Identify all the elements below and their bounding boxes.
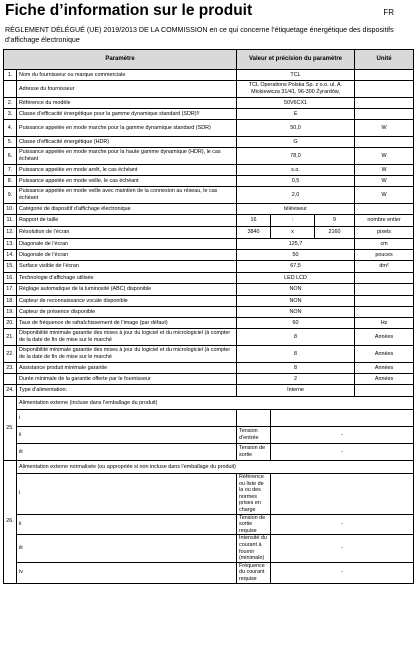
- row-number: 12.: [4, 227, 17, 239]
- parameter-value: 78,0: [237, 148, 355, 165]
- row-number: 21.: [4, 329, 17, 346]
- row-number: 25.: [4, 397, 17, 461]
- parameter-label: Adresse du fournisseur: [17, 81, 237, 98]
- row-number: 7.: [4, 165, 17, 176]
- parameter-unit: W: [355, 165, 414, 176]
- table-row: [4, 98, 414, 109]
- parameter-label: Rapport de taille: [17, 215, 237, 227]
- parameter-unit: W: [355, 148, 414, 165]
- parameters-table: [3, 49, 414, 584]
- table-row: [4, 261, 414, 273]
- row-number: 19.: [4, 307, 17, 318]
- table-row: [4, 227, 414, 239]
- parameter-value: s.o.: [237, 165, 355, 176]
- parameter-unit: [355, 296, 414, 307]
- section-title: Alimentation externe (incluse dans l’emballage du produit): [17, 397, 414, 410]
- table-row: [4, 374, 414, 385]
- sub-row-label: Intensité du courant à fournir (minimale): [237, 535, 271, 562]
- sub-row-index: i: [17, 410, 237, 427]
- parameter-unit: [355, 98, 414, 109]
- language-code: FR: [383, 8, 394, 17]
- row-number: 17.: [4, 284, 17, 296]
- parameter-value: TCL: [237, 70, 355, 81]
- row-number: 3.: [4, 109, 17, 120]
- parameter-value: 50,0: [237, 120, 355, 137]
- parameter-label: Classe d’efficacité énergétique (HDR): [17, 137, 237, 148]
- table-row: [4, 176, 414, 187]
- parameter-unit: [355, 273, 414, 284]
- parameter-unit: Années: [355, 329, 414, 346]
- table-header-row: [4, 50, 414, 70]
- parameter-label: Disponibilité minimale garantie des mises à jour du logiciel et du micrologiciel (à compter de la date de fin de mise sur le marché: [17, 329, 237, 346]
- row-number: 14.: [4, 250, 17, 261]
- parameter-label: Diagonale de l’écran: [17, 250, 237, 261]
- parameter-label: Diagonale de l’écran: [17, 239, 237, 250]
- value-part-1: 16: [237, 215, 271, 227]
- row-number: 22.: [4, 346, 17, 363]
- table-row: [4, 284, 414, 296]
- value-part-2: 2160: [315, 227, 355, 239]
- parameter-value: Interne: [237, 385, 355, 397]
- table-row: [4, 385, 414, 397]
- parameter-value: 8: [237, 363, 355, 374]
- sub-row-label: Tension de sortie requise: [237, 514, 271, 535]
- parameter-label: Puissance appelée en mode veille, le cas échéant: [17, 176, 237, 187]
- sub-row-value: [271, 474, 414, 515]
- sub-row-index: iv: [17, 562, 237, 583]
- value-part-1: 3840: [237, 227, 271, 239]
- parameter-label: Catégorie de dispositif d’affichage électronique: [17, 204, 237, 215]
- sub-row-label: Référence ou liste de la ou des normes prises en charge: [237, 474, 271, 515]
- parameter-value: 2,0: [237, 187, 355, 204]
- table-row: [4, 187, 414, 204]
- sub-row-index: ii: [17, 427, 237, 444]
- parameter-unit: Années: [355, 363, 414, 374]
- parameter-value: 50: [237, 250, 355, 261]
- row-number: 24.: [4, 385, 17, 397]
- row-number: 20.: [4, 318, 17, 329]
- header-unit: Unité: [355, 50, 414, 70]
- parameter-unit: [355, 204, 414, 215]
- parameter-value: 67,5: [237, 261, 355, 273]
- row-number: 15.: [4, 261, 17, 273]
- parameter-label: Capteur de reconnaissance vocale disponible: [17, 296, 237, 307]
- sub-row: [4, 535, 414, 562]
- row-number: 8.: [4, 176, 17, 187]
- parameter-label: Assistance produit minimale garantie: [17, 363, 237, 374]
- parameter-value: 2: [237, 374, 355, 385]
- table-row: [4, 318, 414, 329]
- parameter-value: 0,5: [237, 176, 355, 187]
- parameter-label: Durée minimale de la garantie offerte par le fournisseur: [17, 374, 237, 385]
- parameter-value: TCL Operations Polska Sp. z o.o. ul. A. Mickiewicza 31/41, 96-300 Żyrardów,: [237, 81, 355, 98]
- parameter-value: 125,7: [237, 239, 355, 250]
- row-number: 18.: [4, 296, 17, 307]
- parameter-unit: pixels: [355, 227, 414, 239]
- row-number: 5.: [4, 137, 17, 148]
- row-number: [4, 374, 17, 385]
- parameter-unit: [355, 70, 414, 81]
- table-row: [4, 250, 414, 261]
- parameter-label: Référence du modèle: [17, 98, 237, 109]
- sub-row-label: [237, 410, 271, 427]
- sub-row: [4, 410, 414, 427]
- parameter-label: Surface visible de l’écran: [17, 261, 237, 273]
- row-number: 2.: [4, 98, 17, 109]
- parameter-unit: W: [355, 176, 414, 187]
- table-row: [4, 363, 414, 374]
- table-row: [4, 273, 414, 284]
- section-title: Alimentation externe normalisée (ou appropriée si non incluse dans l’emballage du produit): [17, 461, 414, 474]
- value-separator: :: [271, 215, 315, 227]
- table-row: [4, 120, 414, 137]
- sub-row-index: ii: [17, 514, 237, 535]
- parameter-unit: nombre entier: [355, 215, 414, 227]
- sub-row: [4, 474, 414, 515]
- header-value: Valeur et précision du paramètre: [237, 50, 355, 70]
- table-row: [4, 307, 414, 318]
- parameter-label: Disponibilité minimale garantie des mises à jour du logiciel et du micrologiciel (à compter de la date de fin de mise sur le marché: [17, 346, 237, 363]
- sub-row-index: i: [17, 474, 237, 515]
- parameter-unit: cm: [355, 239, 414, 250]
- section-row: [4, 461, 414, 474]
- parameter-unit: [355, 109, 414, 120]
- parameter-label: Réglage automatique de la luminosité (ABC) disponible: [17, 284, 237, 296]
- sub-row-label: Tension de sortie: [237, 444, 271, 461]
- sub-row-value: -: [271, 514, 414, 535]
- row-number: 23.: [4, 363, 17, 374]
- sub-row-index: iii: [17, 444, 237, 461]
- table-row: [4, 346, 414, 363]
- parameter-unit: Hz: [355, 318, 414, 329]
- table-row: [4, 204, 414, 215]
- sub-row: [4, 444, 414, 461]
- parameter-unit: [355, 385, 414, 397]
- parameter-value: 50V6CX1: [237, 98, 355, 109]
- page-title: Fiche d’information sur le produit: [5, 2, 253, 19]
- table-row: [4, 109, 414, 120]
- parameter-value: téléviseur: [237, 204, 355, 215]
- parameter-unit: Années: [355, 346, 414, 363]
- parameter-value: 8: [237, 329, 355, 346]
- parameter-unit: Années: [355, 374, 414, 385]
- table-row: [4, 137, 414, 148]
- row-number: 1.: [4, 70, 17, 81]
- table-row: [4, 239, 414, 250]
- parameter-unit: [355, 284, 414, 296]
- value-separator: x: [271, 227, 315, 239]
- sub-row: [4, 427, 414, 444]
- parameter-value: NON: [237, 296, 355, 307]
- parameter-label: Puissance appelée en mode marche pour la haute gamme dynamique (HDR), le cas échéant: [17, 148, 237, 165]
- parameter-label: Puissance appelée en mode marche pour la gamme dynamique standard (SDR): [17, 120, 237, 137]
- regulation-reference: RÈGLEMENT DÉLÉGUÉ (UE) 2019/2013 DE LA COMMISSION en ce qui concerne l’étiquetage énergétique des dispositifs d’affichage électronique: [5, 26, 394, 44]
- parameter-value: G: [237, 137, 355, 148]
- table-row: [4, 148, 414, 165]
- sub-row-value: -: [271, 444, 414, 461]
- parameter-unit: pouces: [355, 250, 414, 261]
- parameter-value: 60: [237, 318, 355, 329]
- row-number: 16.: [4, 273, 17, 284]
- sub-row-value: [271, 410, 414, 427]
- table-row: [4, 81, 414, 98]
- row-number: 10.: [4, 204, 17, 215]
- header-parameter: Paramètre: [4, 50, 237, 70]
- value-part-2: 9: [315, 215, 355, 227]
- parameter-label: Capteur de présence disponible: [17, 307, 237, 318]
- sub-row: [4, 562, 414, 583]
- table-row: [4, 70, 414, 81]
- table-row: [4, 165, 414, 176]
- row-number: 13.: [4, 239, 17, 250]
- parameter-unit: [355, 137, 414, 148]
- parameter-value: 8: [237, 346, 355, 363]
- parameter-unit: [355, 307, 414, 318]
- parameter-label: Classe d’efficacité énergétique pour la gamme dynamique standard (SDR)!!: [17, 109, 237, 120]
- row-number: 9.: [4, 187, 17, 204]
- row-number: 4.: [4, 120, 17, 137]
- parameter-unit: W: [355, 120, 414, 137]
- parameter-value: NON: [237, 307, 355, 318]
- row-number: 26.: [4, 461, 17, 584]
- parameter-value: E: [237, 109, 355, 120]
- table-row: [4, 296, 414, 307]
- parameter-label: Type d’alimentation:: [17, 385, 237, 397]
- parameter-unit: [355, 81, 414, 98]
- row-number: 6.: [4, 148, 17, 165]
- table-row: [4, 329, 414, 346]
- parameter-label: Résolution de l’écran: [17, 227, 237, 239]
- sub-row-value: -: [271, 535, 414, 562]
- section-row: [4, 397, 414, 410]
- parameter-unit: dm²: [355, 261, 414, 273]
- sub-row-value: -: [271, 427, 414, 444]
- table-row: [4, 215, 414, 227]
- parameter-value: NON: [237, 284, 355, 296]
- sub-row-value: -: [271, 562, 414, 583]
- sub-row-index: iii: [17, 535, 237, 562]
- sub-row: [4, 514, 414, 535]
- parameter-label: Puissance appelée en mode veille avec maintien de la connexion au réseau, le cas échéant: [17, 187, 237, 204]
- parameter-label: Taux de fréquence de rafraîchissement de l’image (par défaut): [17, 318, 237, 329]
- parameter-value: LED LCD: [237, 273, 355, 284]
- sub-row-label: Fréquence du courant requise: [237, 562, 271, 583]
- parameter-label: Puissance appelée en mode arrêt, le cas échéant: [17, 165, 237, 176]
- row-number: 11.: [4, 215, 17, 227]
- parameter-unit: W: [355, 187, 414, 204]
- parameter-label: Nom du fournisseur ou marque commerciale: [17, 70, 237, 81]
- parameter-label: Technologie d’affichage utilisée: [17, 273, 237, 284]
- row-number: [4, 81, 17, 98]
- sub-row-label: Tension d’entrée: [237, 427, 271, 444]
